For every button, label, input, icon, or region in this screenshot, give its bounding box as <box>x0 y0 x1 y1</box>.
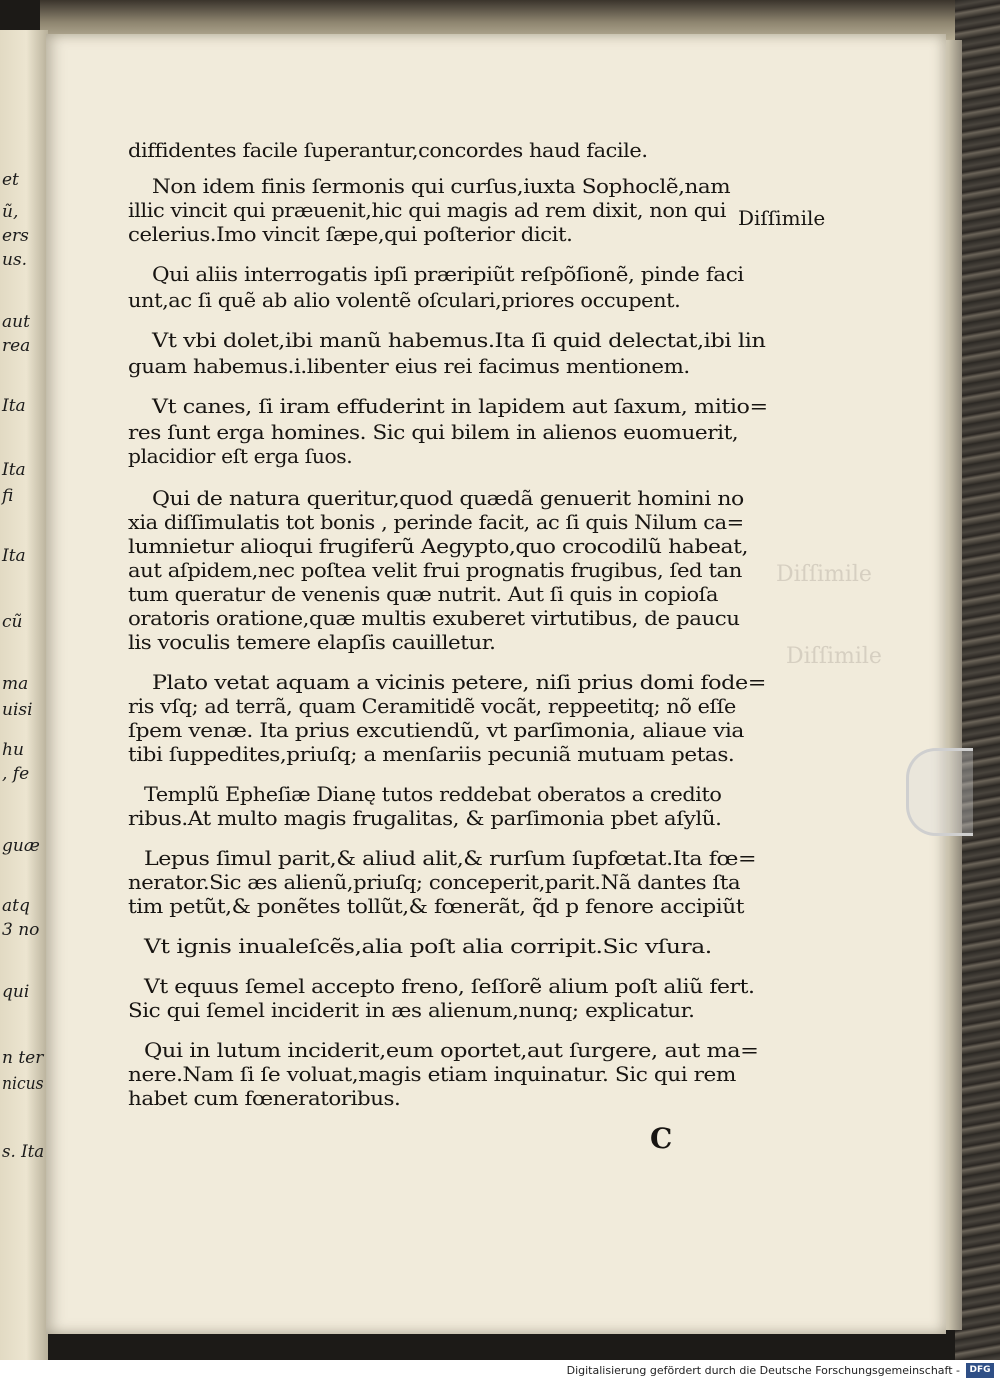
left-page-fragment: rea <box>2 336 31 356</box>
signature-mark: C <box>650 1122 673 1155</box>
left-page-fragment: guæ <box>2 836 40 856</box>
text-line: Qui in lutum inciderit,eum oportet,aut ſurgere, aut ma= <box>144 1038 759 1062</box>
text-line: Vt vbi dolet,ibi manũ habemus.Ita ſi quid delectat,ibi lin <box>152 328 766 352</box>
text-line: ribus.At multo magis frugalitas, & parſimonia pbet aſylũ. <box>128 806 722 830</box>
text-line: lis voculis temere elapſis cauilletur. <box>128 630 496 654</box>
left-page-fragment: Ita <box>2 396 26 416</box>
text-line: Sic qui ſemel inciderit in æs alienum,nunq; explicatur. <box>128 998 695 1022</box>
text-line: ſpem venæ. Ita prius excutiendũ, vt parſimonia, aliaue via <box>128 718 744 742</box>
left-page-fragment: uisi <box>2 700 33 720</box>
text-line: Qui aliis interrogatis ipſi præripiũt reſpõſionẽ, pinde faci <box>152 262 744 286</box>
text-line: Vt canes, ſi iram effuderint in lapidem aut ſaxum, mitio= <box>152 394 768 418</box>
text-line: Templũ Epheſiæ Dianę tutos reddebat oberatos a credito <box>144 782 722 806</box>
book-page <box>46 34 946 1334</box>
text-line: unt,ac ſi quẽ ab alio volentẽ oſculari,priores occupent. <box>128 288 681 312</box>
text-line: aut aſpidem,nec poſtea velit frui prognatis frugibus, ſed tan <box>128 558 742 582</box>
text-line: Vt equus ſemel accepto freno, ſeſſorẽ alium poſt aliũ fert. <box>144 974 755 998</box>
left-page-fragment: us. <box>2 250 28 270</box>
left-page-fragment: ũ, <box>2 202 19 222</box>
bleed-through-text: Diſſimile <box>786 644 882 669</box>
text-line: Vt ignis inualeſcẽs,alia poſt alia corripit.Sic vſura. <box>144 934 712 958</box>
left-facing-page <box>0 30 48 1360</box>
text-line: illic vincit qui præuenit,hic qui magis ad rem dixit, non qui <box>128 198 726 222</box>
left-page-fragment: 3 no <box>2 920 40 940</box>
left-page-fragment: ers <box>2 226 29 246</box>
left-page-fragment: Ita <box>2 460 26 480</box>
left-page-fragment: Ita <box>2 546 26 566</box>
text-line: ris vſq; ad terrã, quam Ceramitidẽ vocãt, reppeetitq; nõ eſſe <box>128 694 736 718</box>
text-line: xia diſſimulatis tot bonis , perinde facit, ac ſi quis Nilum ca= <box>128 510 744 534</box>
text-line: tum queratur de venenis quæ nutrit. Aut ſi quis in copioſa <box>128 582 718 606</box>
left-page-fragment: fi <box>2 486 14 506</box>
left-page-fragment: et <box>2 170 19 190</box>
text-line: nere.Nam ſi ſe voluat,magis etiam inquinatur. Sic qui rem <box>128 1062 736 1086</box>
margin-note: Diſſimile <box>738 206 826 230</box>
text-line: tim petũt,& ponẽtes tollũt,& fœnerãt, q̃d p fenore accipiũt <box>128 894 745 918</box>
page-clip <box>906 748 973 836</box>
footer-credit: Digitalisierung gefördert durch die Deutsche Forschungsgemeinschaft - <box>566 1364 960 1377</box>
text-line: celerius.Imo vincit ſæpe,qui poſterior dicit. <box>128 222 573 246</box>
left-page-fragment: , fe <box>2 764 30 784</box>
bleed-through-text: Diſſimile <box>776 562 872 587</box>
text-line: placidior eſt erga ſuos. <box>128 444 353 468</box>
left-page-fragment: cũ <box>2 612 23 632</box>
left-page-fragment: hu <box>2 740 24 760</box>
dfg-logo: DFG <box>966 1363 994 1378</box>
text-line: Lepus ſimul parit,& aliud alit,& rurſum ſupfœtat.Ita fœ= <box>144 846 757 870</box>
text-line: guam habemus.i.libenter eius rei facimus mentionem. <box>128 354 690 378</box>
text-line: diffidentes facile ſuperantur,concordes haud facile. <box>128 138 648 162</box>
text-line: nerator.Sic æs alienũ,priuſq; conceperit,parit.Nã dantes ſta <box>128 870 741 894</box>
left-page-fragment: n ter <box>2 1048 44 1068</box>
text-line: Non idem finis ſermonis qui curſus,iuxta Sophoclẽ,nam <box>152 174 731 198</box>
text-line: Qui de natura queritur,quod quædã genuerit homini no <box>152 486 744 510</box>
text-line: tibi ſuppedites,priuſq; a menſariis pecuniã mutuam petas. <box>128 742 735 766</box>
left-page-fragment: s. Ita <box>2 1142 45 1162</box>
text-line: habet cum fœneratoribus. <box>128 1086 401 1110</box>
left-page-fragment: atq <box>2 896 30 916</box>
left-page-fragment: ma <box>2 674 29 694</box>
text-line: oratoris oratione,quæ multis exuberet virtutibus, de paucu <box>128 606 740 630</box>
footer <box>0 1360 1000 1382</box>
left-page-fragment: aut <box>2 312 30 332</box>
left-page-fragment: qui <box>2 982 30 1002</box>
text-line: lumnietur alioqui frugiferũ Aegypto,quo crocodilũ habeat, <box>128 534 749 558</box>
text-line: Plato vetat aquam a vicinis petere, niſi prius domi fode= <box>152 670 766 694</box>
left-page-fragment: nicus <box>2 1074 44 1094</box>
text-line: res ſunt erga homines. Sic qui bilem in alienos euomuerit, <box>128 420 739 444</box>
